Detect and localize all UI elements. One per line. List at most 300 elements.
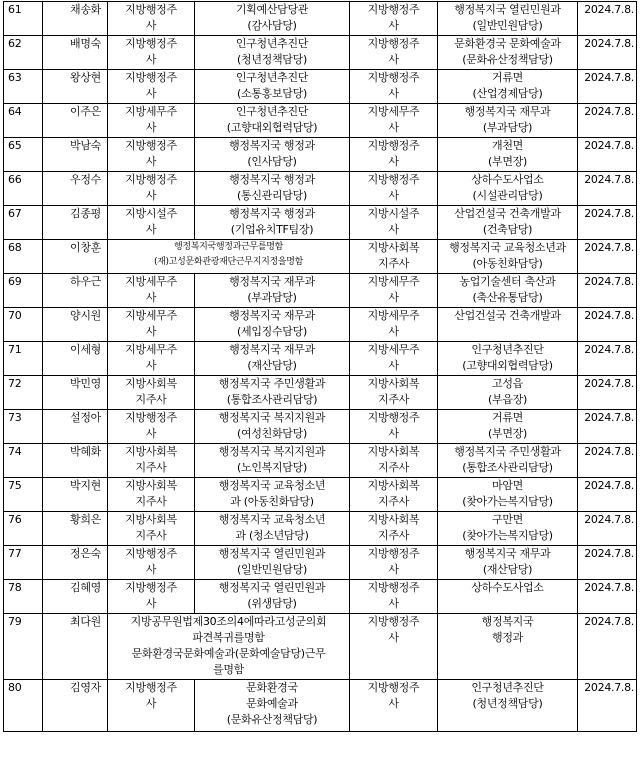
new-department-line: (일반민원담당) xyxy=(472,19,543,32)
table-row xyxy=(4,680,637,732)
new-department-line: 인구청년추진단 xyxy=(471,343,544,356)
previous-rank-line: 지방세무주 xyxy=(125,105,177,118)
new-department-line: 농업기술센터 축산과 xyxy=(459,275,556,288)
previous-rank-line: 지방행정주 xyxy=(125,681,177,694)
row-number: 76 xyxy=(4,512,43,546)
row-number: 66 xyxy=(4,172,43,206)
new-rank-line: 지방행정주 xyxy=(367,681,420,694)
previous-department-line: (세입징수담당) xyxy=(237,325,307,338)
previous-department-line: 행정복지국 주민생활과 xyxy=(218,377,326,390)
new-rank-line: 지방사회복 xyxy=(367,479,420,492)
new-department-line: 거류면 xyxy=(492,71,523,84)
new-rank xyxy=(350,2,438,36)
previous-rank-line: 지방세무주 xyxy=(125,275,177,288)
new-rank xyxy=(350,512,438,546)
new-department-line: (찾아가는복지담당) xyxy=(462,529,553,542)
new-rank xyxy=(350,580,438,614)
previous-rank-line: 지방행정주 xyxy=(125,411,177,424)
previous-department xyxy=(195,274,350,308)
previous-rank-line: 사 xyxy=(145,291,157,304)
new-rank-line: 지방세무주 xyxy=(367,343,420,356)
new-department xyxy=(438,274,578,308)
previous-department-line: 행정복지국 행정과 xyxy=(229,173,315,186)
new-rank-line: 사 xyxy=(388,87,399,100)
new-rank xyxy=(350,274,438,308)
new-department xyxy=(438,36,578,70)
new-rank-line: 지주사 xyxy=(378,461,409,474)
employee-name: 이주은 xyxy=(43,104,108,138)
new-department xyxy=(438,614,578,680)
previous-department xyxy=(195,376,350,410)
new-department xyxy=(438,342,578,376)
new-rank-line: 지방행정주 xyxy=(367,173,420,186)
previous-department-line: 과 (아동친화담당) xyxy=(230,495,314,508)
appointment-note-line: 파견복귀를명함 xyxy=(192,631,265,644)
table-row xyxy=(4,512,637,546)
previous-department-line: 행정복지국 재무과 xyxy=(229,343,315,356)
previous-rank xyxy=(108,274,195,308)
table-row xyxy=(4,342,637,376)
previous-department-line: (통합조사관리담당) xyxy=(226,393,318,406)
employee-name: 박혜화 xyxy=(43,444,108,478)
employee-name: 정은숙 xyxy=(43,546,108,580)
new-rank xyxy=(350,240,438,274)
previous-rank-line: 사 xyxy=(145,121,157,134)
previous-rank-line: 사 xyxy=(145,189,157,202)
new-rank xyxy=(350,138,438,172)
new-department-line: 인구청년추진단 xyxy=(471,681,544,694)
previous-rank-line: 사 xyxy=(145,87,157,100)
effective-date: 2024.7.8. xyxy=(578,2,637,36)
new-rank-line: 사 xyxy=(388,325,399,338)
row-number: 80 xyxy=(4,680,43,732)
new-rank-line: 사 xyxy=(388,631,399,644)
previous-department-line: (인사담당) xyxy=(247,155,297,168)
row-number: 62 xyxy=(4,36,43,70)
previous-rank-line: 사 xyxy=(145,563,157,576)
row-number: 79 xyxy=(4,614,43,680)
new-rank-line: 지방사회복 xyxy=(367,241,420,254)
previous-rank-line: 지방행정주 xyxy=(125,3,177,16)
new-rank-line: 지방세무주 xyxy=(367,275,420,288)
previous-department xyxy=(195,342,350,376)
employee-name: 김종평 xyxy=(43,206,108,240)
previous-rank xyxy=(108,36,195,70)
previous-rank xyxy=(108,138,195,172)
employee-name: 양시원 xyxy=(43,308,108,342)
new-department-line: 행정복지국 열린민원과 xyxy=(454,3,561,16)
new-department xyxy=(438,680,578,732)
new-rank-line: 지방행정주 xyxy=(367,3,420,16)
new-department-line: 문화환경국 문화예술과 xyxy=(454,37,561,50)
previous-department-line: 인구청년추진단 xyxy=(235,71,309,84)
new-department xyxy=(438,138,578,172)
new-rank xyxy=(350,104,438,138)
table-row xyxy=(4,580,637,614)
new-department-line: (산업경제담당) xyxy=(472,87,543,100)
effective-date: 2024.7.8. xyxy=(578,172,637,206)
previous-department-line: (문화유산정책담당) xyxy=(226,713,318,726)
employee-name: 박민영 xyxy=(43,376,108,410)
new-department-line: 상하수도사업소 xyxy=(471,173,544,186)
previous-rank xyxy=(108,206,195,240)
new-rank-line: 사 xyxy=(388,359,399,372)
previous-rank xyxy=(108,308,195,342)
previous-rank-line: 지방시설주 xyxy=(125,207,177,220)
new-department xyxy=(438,376,578,410)
row-number: 71 xyxy=(4,342,43,376)
new-department-line: (청년정책담당) xyxy=(472,697,543,710)
previous-department xyxy=(195,580,350,614)
previous-department-line: (통신관리담당) xyxy=(237,189,307,202)
new-rank-line: 지방행정주 xyxy=(367,581,420,594)
previous-rank-line: 지방행정주 xyxy=(125,71,177,84)
previous-rank-line: 지방사회복 xyxy=(125,445,177,458)
new-rank-line: 지방사회복 xyxy=(367,513,420,526)
previous-department-line: 행정복지국 교육청소년 xyxy=(218,513,326,526)
employee-name: 이창훈 xyxy=(43,240,108,274)
new-rank-line: 사 xyxy=(388,597,399,610)
previous-department xyxy=(195,70,350,104)
employee-name: 설정아 xyxy=(43,410,108,444)
previous-department-line: (일반민원담당) xyxy=(237,563,307,576)
previous-department xyxy=(195,410,350,444)
new-rank-line: 지방행정주 xyxy=(367,37,420,50)
new-department-line: 행정복지국 재무과 xyxy=(464,547,551,560)
table-row xyxy=(4,546,637,580)
table-row xyxy=(4,308,637,342)
previous-rank xyxy=(108,104,195,138)
previous-rank xyxy=(108,444,195,478)
new-department xyxy=(438,70,578,104)
appointment-note xyxy=(108,240,350,274)
new-rank-line: 지주사 xyxy=(378,529,409,542)
new-department-line: 행정복지국 xyxy=(481,615,534,628)
table-row xyxy=(4,274,637,308)
previous-rank xyxy=(108,376,195,410)
previous-rank-line: 사 xyxy=(145,325,157,338)
new-department-line: (문화유산정책담당) xyxy=(462,53,553,66)
new-department xyxy=(438,240,578,274)
row-number: 77 xyxy=(4,546,43,580)
previous-department-line: (여성친화담당) xyxy=(237,427,307,440)
appointment-note xyxy=(108,614,350,680)
new-department-line: (부읍장) xyxy=(488,393,527,406)
previous-department xyxy=(195,308,350,342)
previous-rank-line: 사 xyxy=(145,697,157,710)
new-rank xyxy=(350,172,438,206)
new-rank xyxy=(350,546,438,580)
previous-department-line: 행정복지국 교육청소년 xyxy=(218,479,326,492)
new-rank-line: 사 xyxy=(388,563,399,576)
effective-date: 2024.7.8. xyxy=(578,376,637,410)
previous-rank-line: 지방세무주 xyxy=(125,343,177,356)
table-row xyxy=(4,206,637,240)
new-rank-line: 지방행정주 xyxy=(367,139,420,152)
employee-name: 왕상현 xyxy=(43,70,108,104)
personnel-table-body xyxy=(4,2,637,732)
new-rank xyxy=(350,410,438,444)
previous-department-line: 인구청년추진단 xyxy=(235,105,309,118)
new-department xyxy=(438,172,578,206)
new-rank xyxy=(350,478,438,512)
new-rank xyxy=(350,680,438,732)
row-number: 65 xyxy=(4,138,43,172)
new-rank xyxy=(350,70,438,104)
row-number: 61 xyxy=(4,2,43,36)
new-rank xyxy=(350,444,438,478)
new-department-line: 행정복지국 주민생활과 xyxy=(454,445,561,458)
appointment-note-line: 행정복지국행정과근무를명함 xyxy=(173,242,284,252)
new-department-line: (건축담당) xyxy=(482,223,533,236)
new-rank xyxy=(350,206,438,240)
new-department-line: 산업건설국 건축개발과 xyxy=(454,207,561,220)
new-rank-line: 사 xyxy=(388,223,399,236)
previous-rank-line: 사 xyxy=(145,223,157,236)
new-department-line: (통합조사관리담당) xyxy=(462,461,553,474)
previous-rank-line: 지방행정주 xyxy=(125,173,177,186)
previous-rank-line: 지주사 xyxy=(135,393,167,406)
previous-rank xyxy=(108,478,195,512)
previous-department-line: (감사담당) xyxy=(247,19,297,32)
effective-date: 2024.7.8. xyxy=(578,206,637,240)
previous-rank-line: 지방사회복 xyxy=(125,377,177,390)
previous-department-line: 문화예술과 xyxy=(246,697,298,710)
new-department-line: (부면장) xyxy=(488,155,527,168)
previous-department-line: 행정복지국 열린민원과 xyxy=(218,581,326,594)
previous-department xyxy=(195,172,350,206)
new-rank-line: 지방행정주 xyxy=(367,547,420,560)
previous-department-line: 기획예산담당관 xyxy=(235,3,309,16)
previous-department xyxy=(195,512,350,546)
table-row xyxy=(4,2,637,36)
employee-name: 최다원 xyxy=(43,614,108,680)
row-number: 68 xyxy=(4,240,43,274)
new-rank-line: 지방시설주 xyxy=(367,207,420,220)
appointment-note-line: (재)고성문화관광재단근무지지정을명함 xyxy=(153,257,304,267)
new-department xyxy=(438,444,578,478)
employee-name: 황희은 xyxy=(43,512,108,546)
previous-department-line: (고향대외협력담당) xyxy=(226,121,318,134)
new-department-line: 행정과 xyxy=(492,631,523,644)
effective-date: 2024.7.8. xyxy=(578,274,637,308)
effective-date: 2024.7.8. xyxy=(578,138,637,172)
new-department xyxy=(438,104,578,138)
previous-department-line: (기업유치TF팀장) xyxy=(230,223,314,236)
new-department-line: 개천면 xyxy=(492,139,523,152)
employee-name: 박남숙 xyxy=(43,138,108,172)
row-number: 64 xyxy=(4,104,43,138)
table-row xyxy=(4,376,637,410)
new-rank-line: 사 xyxy=(388,427,399,440)
new-rank-line: 사 xyxy=(388,121,399,134)
previous-rank-line: 지주사 xyxy=(135,495,167,508)
row-number: 63 xyxy=(4,70,43,104)
previous-department-line: 행정복지국 재무과 xyxy=(229,275,315,288)
effective-date: 2024.7.8. xyxy=(578,36,637,70)
new-department xyxy=(438,410,578,444)
table-row xyxy=(4,36,637,70)
new-department xyxy=(438,308,578,342)
effective-date: 2024.7.8. xyxy=(578,410,637,444)
table-row xyxy=(4,444,637,478)
row-number: 69 xyxy=(4,274,43,308)
new-department-line: 상하수도사업소 xyxy=(471,581,544,594)
previous-rank xyxy=(108,512,195,546)
new-department-line: (부과담당) xyxy=(482,121,533,134)
new-rank-line: 사 xyxy=(388,53,399,66)
previous-department xyxy=(195,2,350,36)
previous-rank-line: 지방행정주 xyxy=(125,581,177,594)
previous-rank-line: 지방행정주 xyxy=(125,139,177,152)
employee-name: 하우근 xyxy=(43,274,108,308)
effective-date: 2024.7.8. xyxy=(578,240,637,274)
previous-department-line: (소통홍보담당) xyxy=(237,87,307,100)
previous-rank-line: 지방사회복 xyxy=(125,479,177,492)
effective-date: 2024.7.8. xyxy=(578,104,637,138)
previous-rank-line: 사 xyxy=(145,427,157,440)
previous-rank xyxy=(108,70,195,104)
new-department-line: 행정복지국 교육청소년과 xyxy=(449,241,566,254)
employee-name: 우정수 xyxy=(43,172,108,206)
previous-department xyxy=(195,104,350,138)
new-rank-line: 사 xyxy=(388,19,399,32)
new-rank-line: 사 xyxy=(388,155,399,168)
row-number: 72 xyxy=(4,376,43,410)
effective-date: 2024.7.8. xyxy=(578,478,637,512)
previous-department-line: 행정복지국 행정과 xyxy=(229,207,315,220)
row-number: 67 xyxy=(4,206,43,240)
appointment-note-line: 를명함 xyxy=(213,663,244,676)
previous-department-line: (노인복지담당) xyxy=(237,461,307,474)
previous-department-line: (재산담당) xyxy=(247,359,297,372)
new-department-line: 마암면 xyxy=(492,479,523,492)
new-rank-line: 지방사회복 xyxy=(367,377,420,390)
employee-name: 배명숙 xyxy=(43,36,108,70)
table-row xyxy=(4,172,637,206)
previous-rank-line: 사 xyxy=(145,19,157,32)
new-rank-line: 지방행정주 xyxy=(367,615,420,628)
new-rank xyxy=(350,308,438,342)
previous-rank-line: 사 xyxy=(145,597,157,610)
new-department-line: 산업건설국 건축개발과 xyxy=(454,309,561,322)
new-rank-line: 지방세무주 xyxy=(367,105,420,118)
table-row xyxy=(4,104,637,138)
previous-rank-line: 사 xyxy=(145,53,157,66)
new-rank-line: 사 xyxy=(388,189,399,202)
previous-department xyxy=(195,206,350,240)
previous-rank-line: 지주사 xyxy=(135,529,167,542)
new-rank xyxy=(350,36,438,70)
new-department-line: (축산유통담당) xyxy=(472,291,543,304)
previous-rank-line: 지방행정주 xyxy=(125,547,177,560)
table-row xyxy=(4,614,637,680)
table-row xyxy=(4,240,637,274)
new-rank xyxy=(350,376,438,410)
previous-department-line: 행정복지국 재무과 xyxy=(229,309,315,322)
previous-rank-line: 지방세무주 xyxy=(125,309,177,322)
employee-name: 김혜영 xyxy=(43,580,108,614)
new-department-line: (아동친화담당) xyxy=(472,257,543,270)
table-row xyxy=(4,478,637,512)
effective-date: 2024.7.8. xyxy=(578,342,637,376)
row-number: 73 xyxy=(4,410,43,444)
row-number: 75 xyxy=(4,478,43,512)
new-rank-line: 지주사 xyxy=(378,393,409,406)
effective-date: 2024.7.8. xyxy=(578,614,637,680)
previous-rank-line: 지방사회복 xyxy=(125,513,177,526)
new-department-line: (찾아가는복지담당) xyxy=(462,495,553,508)
previous-rank xyxy=(108,546,195,580)
table-row xyxy=(4,138,637,172)
appointment-note-line: 문화환경국문화예술과(문화예술담당)근무 xyxy=(131,647,326,660)
effective-date: 2024.7.8. xyxy=(578,680,637,732)
new-department-line: 고성읍 xyxy=(492,377,523,390)
new-department xyxy=(438,580,578,614)
new-rank-line: 지주사 xyxy=(378,257,409,270)
previous-department-line: 과 (청소년담당) xyxy=(235,529,309,542)
previous-rank xyxy=(108,342,195,376)
previous-rank xyxy=(108,580,195,614)
employee-name: 박지현 xyxy=(43,478,108,512)
table-row xyxy=(4,410,637,444)
previous-rank xyxy=(108,2,195,36)
previous-department xyxy=(195,36,350,70)
previous-department-line: 인구청년추진단 xyxy=(235,37,309,50)
new-rank-line: 사 xyxy=(388,291,399,304)
new-department-line: 구만면 xyxy=(492,513,523,526)
new-department-line: 거류면 xyxy=(492,411,523,424)
new-rank-line: 사 xyxy=(388,697,399,710)
new-rank xyxy=(350,614,438,680)
effective-date: 2024.7.8. xyxy=(578,308,637,342)
previous-department-line: 행정복지국 열린민원과 xyxy=(218,547,326,560)
employee-name: 이세형 xyxy=(43,342,108,376)
previous-department-line: (위생담당) xyxy=(247,597,297,610)
previous-rank-line: 사 xyxy=(145,359,157,372)
new-rank-line: 지방사회복 xyxy=(367,445,420,458)
new-department xyxy=(438,546,578,580)
new-department-line: (부면장) xyxy=(488,427,527,440)
previous-department-line: 행정복지국 복지지원과 xyxy=(218,411,326,424)
new-rank-line: 지방행정주 xyxy=(367,411,420,424)
employee-name: 김영자 xyxy=(43,680,108,732)
new-rank xyxy=(350,342,438,376)
employee-name: 채송화 xyxy=(43,2,108,36)
row-number: 70 xyxy=(4,308,43,342)
new-department-line: (시설관리담당) xyxy=(472,189,543,202)
new-rank-line: 지방세무주 xyxy=(367,309,420,322)
previous-rank xyxy=(108,680,195,732)
new-department xyxy=(438,478,578,512)
previous-department-line: 문화환경국 xyxy=(246,681,298,694)
previous-rank-line: 지방행정주 xyxy=(125,37,177,50)
previous-department xyxy=(195,444,350,478)
row-number: 74 xyxy=(4,444,43,478)
effective-date: 2024.7.8. xyxy=(578,444,637,478)
new-department xyxy=(438,206,578,240)
new-department-line: (고향대외협력담당) xyxy=(462,359,553,372)
new-department xyxy=(438,512,578,546)
table-row xyxy=(4,70,637,104)
previous-department-line: (청년정책담당) xyxy=(237,53,307,66)
previous-department xyxy=(195,138,350,172)
previous-rank-line: 지주사 xyxy=(135,461,167,474)
row-number: 78 xyxy=(4,580,43,614)
previous-rank-line: 사 xyxy=(145,155,157,168)
previous-department-line: 행정복지국 행정과 xyxy=(229,139,315,152)
new-department-line: (재산담당) xyxy=(482,563,533,576)
